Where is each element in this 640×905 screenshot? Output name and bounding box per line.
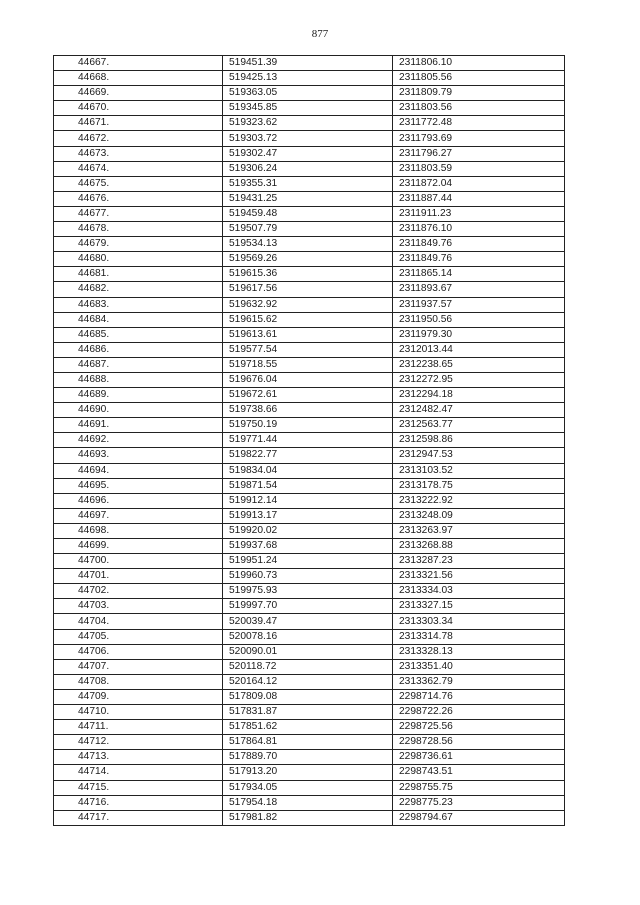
y-coordinate-cell: 2311796.27 [393, 146, 565, 161]
x-coordinate-cell: 519913.17 [223, 508, 393, 523]
table-row [54, 282, 565, 297]
point-number-cell: 44704. [54, 614, 223, 629]
table-row [54, 56, 565, 71]
y-coordinate-cell: 2312563.77 [393, 418, 565, 433]
x-coordinate-cell: 519632.92 [223, 297, 393, 312]
point-number-cell: 44702. [54, 584, 223, 599]
x-coordinate-cell: 517831.87 [223, 705, 393, 720]
y-coordinate-cell: 2298775.23 [393, 795, 565, 810]
x-coordinate-cell: 519615.36 [223, 267, 393, 282]
x-coordinate-cell: 519569.26 [223, 252, 393, 267]
y-coordinate-cell: 2311911.23 [393, 206, 565, 221]
point-number-cell: 44681. [54, 267, 223, 282]
y-coordinate-cell: 2313287.23 [393, 554, 565, 569]
y-coordinate-cell: 2313303.34 [393, 614, 565, 629]
table-row [54, 206, 565, 221]
x-coordinate-cell: 520164.12 [223, 674, 393, 689]
x-coordinate-cell: 517864.81 [223, 735, 393, 750]
x-coordinate-cell: 519718.55 [223, 357, 393, 372]
x-coordinate-cell: 519920.02 [223, 523, 393, 538]
point-number-cell: 44680. [54, 252, 223, 267]
table-row [54, 222, 565, 237]
point-number-cell: 44705. [54, 629, 223, 644]
point-number-cell: 44678. [54, 222, 223, 237]
y-coordinate-cell: 2313327.15 [393, 599, 565, 614]
table-row [54, 614, 565, 629]
table-row [54, 327, 565, 342]
table-row [54, 493, 565, 508]
point-number-cell: 44689. [54, 388, 223, 403]
y-coordinate-cell: 2311809.79 [393, 86, 565, 101]
x-coordinate-cell: 519303.72 [223, 131, 393, 146]
x-coordinate-cell: 519345.85 [223, 101, 393, 116]
table-row [54, 720, 565, 735]
point-number-cell: 44679. [54, 237, 223, 252]
y-coordinate-cell: 2313314.78 [393, 629, 565, 644]
table-row [54, 705, 565, 720]
x-coordinate-cell: 519363.05 [223, 86, 393, 101]
table-row [54, 388, 565, 403]
y-coordinate-cell: 2298728.56 [393, 735, 565, 750]
x-coordinate-cell: 519672.61 [223, 388, 393, 403]
table-row [54, 161, 565, 176]
x-coordinate-cell: 519323.62 [223, 116, 393, 131]
y-coordinate-cell: 2311793.69 [393, 131, 565, 146]
x-coordinate-cell: 519975.93 [223, 584, 393, 599]
table-row [54, 448, 565, 463]
point-number-cell: 44686. [54, 342, 223, 357]
x-coordinate-cell: 519355.31 [223, 176, 393, 191]
table-row [54, 508, 565, 523]
table-row [54, 478, 565, 493]
point-number-cell: 44710. [54, 705, 223, 720]
point-number-cell: 44709. [54, 689, 223, 704]
x-coordinate-cell: 517809.08 [223, 689, 393, 704]
coordinate-table-body [54, 56, 565, 826]
x-coordinate-cell: 520090.01 [223, 644, 393, 659]
y-coordinate-cell: 2311937.57 [393, 297, 565, 312]
y-coordinate-cell: 2311805.56 [393, 71, 565, 86]
table-row [54, 780, 565, 795]
point-number-cell: 44677. [54, 206, 223, 221]
table-row [54, 554, 565, 569]
x-coordinate-cell: 519617.56 [223, 282, 393, 297]
table-row [54, 418, 565, 433]
y-coordinate-cell: 2312598.86 [393, 433, 565, 448]
x-coordinate-cell: 519507.79 [223, 222, 393, 237]
table-row [54, 629, 565, 644]
point-number-cell: 44693. [54, 448, 223, 463]
point-number-cell: 44671. [54, 116, 223, 131]
point-number-cell: 44716. [54, 795, 223, 810]
table-row [54, 765, 565, 780]
point-number-cell: 44707. [54, 659, 223, 674]
y-coordinate-cell: 2311872.04 [393, 176, 565, 191]
x-coordinate-cell: 519822.77 [223, 448, 393, 463]
x-coordinate-cell: 519960.73 [223, 569, 393, 584]
point-number-cell: 44682. [54, 282, 223, 297]
table-row [54, 71, 565, 86]
y-coordinate-cell: 2312238.65 [393, 357, 565, 372]
x-coordinate-cell: 519459.48 [223, 206, 393, 221]
x-coordinate-cell: 519425.13 [223, 71, 393, 86]
point-number-cell: 44714. [54, 765, 223, 780]
table-row [54, 191, 565, 206]
point-number-cell: 44692. [54, 433, 223, 448]
table-row [54, 569, 565, 584]
table-row [54, 131, 565, 146]
x-coordinate-cell: 517851.62 [223, 720, 393, 735]
y-coordinate-cell: 2313321.56 [393, 569, 565, 584]
point-number-cell: 44683. [54, 297, 223, 312]
y-coordinate-cell: 2313263.97 [393, 523, 565, 538]
point-number-cell: 44713. [54, 750, 223, 765]
y-coordinate-cell: 2311849.76 [393, 252, 565, 267]
y-coordinate-cell: 2311803.56 [393, 101, 565, 116]
table-row [54, 357, 565, 372]
x-coordinate-cell: 520039.47 [223, 614, 393, 629]
table-row [54, 463, 565, 478]
table-row [54, 659, 565, 674]
table-row [54, 539, 565, 554]
y-coordinate-cell: 2298736.61 [393, 750, 565, 765]
point-number-cell: 44668. [54, 71, 223, 86]
point-number-cell: 44684. [54, 312, 223, 327]
point-number-cell: 44688. [54, 372, 223, 387]
coordinate-table [53, 55, 565, 826]
y-coordinate-cell: 2312272.95 [393, 372, 565, 387]
y-coordinate-cell: 2313178.75 [393, 478, 565, 493]
y-coordinate-cell: 2311979.30 [393, 327, 565, 342]
x-coordinate-cell: 519738.66 [223, 403, 393, 418]
x-coordinate-cell: 519771.44 [223, 433, 393, 448]
y-coordinate-cell: 2298794.67 [393, 810, 565, 825]
x-coordinate-cell: 519912.14 [223, 493, 393, 508]
y-coordinate-cell: 2311893.67 [393, 282, 565, 297]
x-coordinate-cell: 519834.04 [223, 463, 393, 478]
y-coordinate-cell: 2313222.92 [393, 493, 565, 508]
x-coordinate-cell: 519997.70 [223, 599, 393, 614]
point-number-cell: 44674. [54, 161, 223, 176]
x-coordinate-cell: 519577.54 [223, 342, 393, 357]
table-row [54, 599, 565, 614]
table-row [54, 674, 565, 689]
page-number: 877 [311, 28, 329, 40]
point-number-cell: 44685. [54, 327, 223, 342]
table-row [54, 176, 565, 191]
x-coordinate-cell: 519431.25 [223, 191, 393, 206]
x-coordinate-cell: 517954.18 [223, 795, 393, 810]
y-coordinate-cell: 2312294.18 [393, 388, 565, 403]
point-number-cell: 44687. [54, 357, 223, 372]
x-coordinate-cell: 519750.19 [223, 418, 393, 433]
x-coordinate-cell: 519676.04 [223, 372, 393, 387]
y-coordinate-cell: 2312013.44 [393, 342, 565, 357]
x-coordinate-cell: 520118.72 [223, 659, 393, 674]
table-row [54, 86, 565, 101]
point-number-cell: 44703. [54, 599, 223, 614]
y-coordinate-cell: 2311806.10 [393, 56, 565, 71]
x-coordinate-cell: 519451.39 [223, 56, 393, 71]
x-coordinate-cell: 519306.24 [223, 161, 393, 176]
y-coordinate-cell: 2313328.13 [393, 644, 565, 659]
x-coordinate-cell: 519937.68 [223, 539, 393, 554]
x-coordinate-cell: 519871.54 [223, 478, 393, 493]
y-coordinate-cell: 2312947.53 [393, 448, 565, 463]
point-number-cell: 44712. [54, 735, 223, 750]
table-row [54, 433, 565, 448]
point-number-cell: 44697. [54, 508, 223, 523]
table-row [54, 312, 565, 327]
y-coordinate-cell: 2313334.03 [393, 584, 565, 599]
point-number-cell: 44673. [54, 146, 223, 161]
y-coordinate-cell: 2311865.14 [393, 267, 565, 282]
point-number-cell: 44672. [54, 131, 223, 146]
y-coordinate-cell: 2311887.44 [393, 191, 565, 206]
table-row [54, 735, 565, 750]
y-coordinate-cell: 2298725.56 [393, 720, 565, 735]
x-coordinate-cell: 520078.16 [223, 629, 393, 644]
y-coordinate-cell: 2298714.76 [393, 689, 565, 704]
table-row [54, 101, 565, 116]
y-coordinate-cell: 2311950.56 [393, 312, 565, 327]
table-row [54, 267, 565, 282]
table-row [54, 750, 565, 765]
table-row [54, 116, 565, 131]
point-number-cell: 44700. [54, 554, 223, 569]
point-number-cell: 44711. [54, 720, 223, 735]
x-coordinate-cell: 519615.62 [223, 312, 393, 327]
x-coordinate-cell: 519951.24 [223, 554, 393, 569]
table-row [54, 810, 565, 825]
point-number-cell: 44717. [54, 810, 223, 825]
y-coordinate-cell: 2311849.76 [393, 237, 565, 252]
table-row [54, 644, 565, 659]
x-coordinate-cell: 519613.61 [223, 327, 393, 342]
point-number-cell: 44694. [54, 463, 223, 478]
x-coordinate-cell: 517981.82 [223, 810, 393, 825]
y-coordinate-cell: 2313248.09 [393, 508, 565, 523]
x-coordinate-cell: 519302.47 [223, 146, 393, 161]
y-coordinate-cell: 2298755.75 [393, 780, 565, 795]
table-row [54, 689, 565, 704]
point-number-cell: 44669. [54, 86, 223, 101]
point-number-cell: 44708. [54, 674, 223, 689]
table-row [54, 297, 565, 312]
y-coordinate-cell: 2298722.26 [393, 705, 565, 720]
point-number-cell: 44715. [54, 780, 223, 795]
x-coordinate-cell: 519534.13 [223, 237, 393, 252]
table-row [54, 372, 565, 387]
point-number-cell: 44670. [54, 101, 223, 116]
table-row [54, 795, 565, 810]
point-number-cell: 44696. [54, 493, 223, 508]
y-coordinate-cell: 2298743.51 [393, 765, 565, 780]
table-row [54, 146, 565, 161]
point-number-cell: 44699. [54, 539, 223, 554]
table-row [54, 252, 565, 267]
y-coordinate-cell: 2311803.59 [393, 161, 565, 176]
y-coordinate-cell: 2312482.47 [393, 403, 565, 418]
point-number-cell: 44691. [54, 418, 223, 433]
x-coordinate-cell: 517913.20 [223, 765, 393, 780]
table-row [54, 523, 565, 538]
point-number-cell: 44701. [54, 569, 223, 584]
y-coordinate-cell: 2313351.40 [393, 659, 565, 674]
point-number-cell: 44667. [54, 56, 223, 71]
point-number-cell: 44676. [54, 191, 223, 206]
x-coordinate-cell: 517934.05 [223, 780, 393, 795]
point-number-cell: 44690. [54, 403, 223, 418]
point-number-cell: 44675. [54, 176, 223, 191]
point-number-cell: 44695. [54, 478, 223, 493]
table-row [54, 237, 565, 252]
y-coordinate-cell: 2313268.88 [393, 539, 565, 554]
table-row [54, 584, 565, 599]
y-coordinate-cell: 2311876.10 [393, 222, 565, 237]
x-coordinate-cell: 517889.70 [223, 750, 393, 765]
y-coordinate-cell: 2313103.52 [393, 463, 565, 478]
table-row [54, 403, 565, 418]
y-coordinate-cell: 2313362.79 [393, 674, 565, 689]
y-coordinate-cell: 2311772.48 [393, 116, 565, 131]
point-number-cell: 44698. [54, 523, 223, 538]
table-row [54, 342, 565, 357]
point-number-cell: 44706. [54, 644, 223, 659]
